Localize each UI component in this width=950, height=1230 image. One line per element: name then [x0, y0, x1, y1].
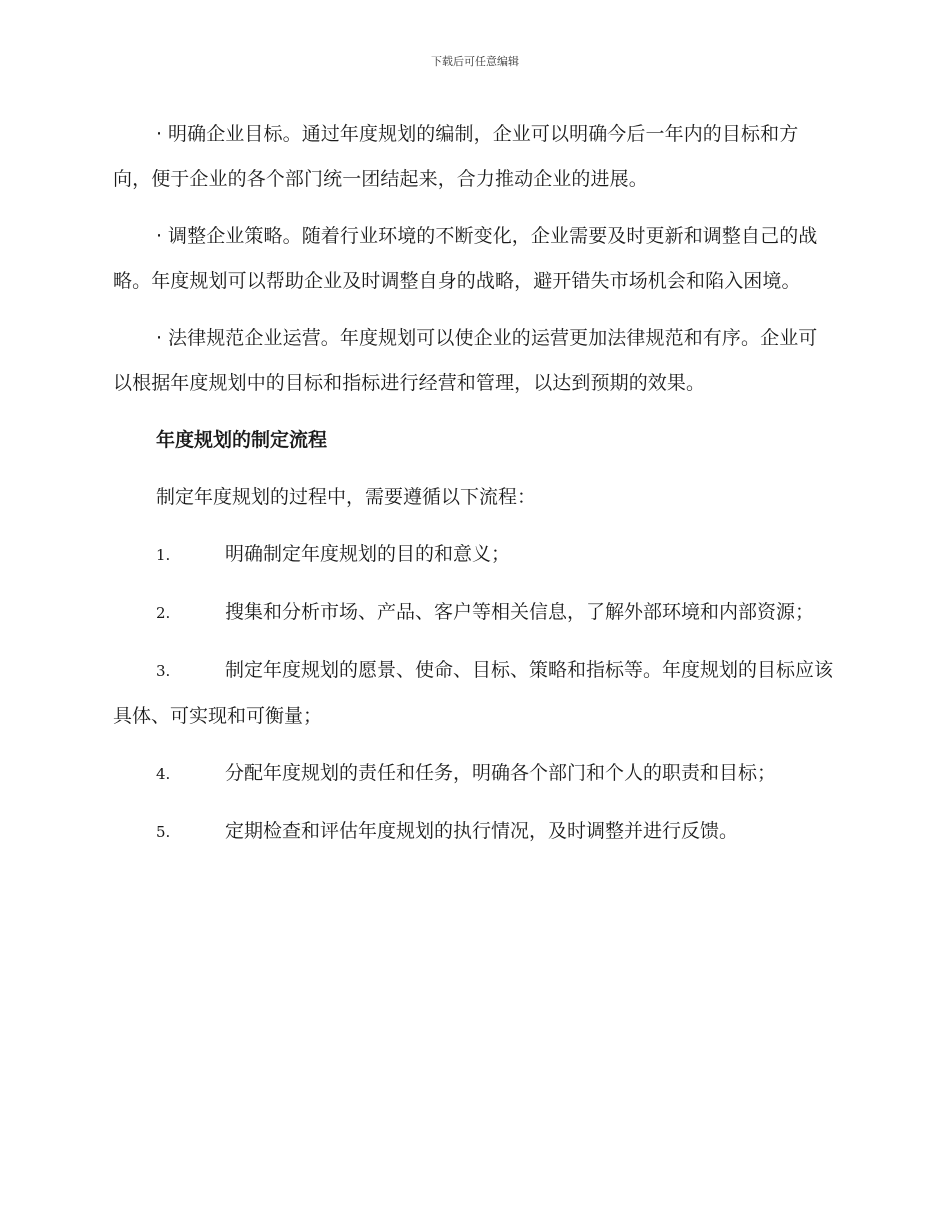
step-item — [113, 648, 835, 739]
step-text: 定期检查和评估年度规划的执行情况，及时调整并进行反馈。 — [225, 820, 739, 842]
section-heading: 年度规划的制定流程 — [156, 429, 328, 451]
bullet-paragraph — [113, 316, 835, 406]
bullet-text: 法律规范企业运营。年度规划可以使企业的运营更加法律规范和有序。企业可以根据年度规划中的目标和指标进行经营和管理，以达到预期的效果。 — [113, 327, 818, 394]
step-number: 5. — [156, 823, 171, 841]
bullet-marker: · — [156, 225, 163, 247]
step-item — [113, 590, 835, 636]
step-item — [113, 532, 835, 578]
bullet-marker: · — [156, 123, 163, 145]
step-text: 分配年度规划的责任和任务，明确各个部门和个人的职责和目标； — [225, 762, 777, 784]
step-text: 搜集和分析市场、产品、客户等相关信息，了解外部环境和内部资源； — [225, 601, 815, 623]
step-text: 明确制定年度规划的目的和意义； — [225, 543, 511, 565]
step-number: 3. — [156, 662, 171, 680]
step-number: 4. — [156, 765, 171, 783]
section-intro: 制定年度规划的过程中，需要遵循以下流程： — [156, 486, 537, 508]
bullet-text: 明确企业目标。通过年度规划的编制，企业可以明确今后一年内的目标和方向，便于企业的各个部门统一团结起来，合力推动企业的进展。 — [113, 123, 799, 190]
bullet-marker: · — [156, 327, 163, 349]
page-header: 下载后可任意编辑 — [431, 55, 519, 68]
step-item — [113, 809, 835, 855]
bullet-paragraph — [113, 112, 835, 202]
step-item — [113, 751, 835, 797]
bullet-paragraph — [113, 214, 835, 304]
step-number: 1. — [156, 546, 171, 564]
step-number: 2. — [156, 604, 171, 622]
document-body — [113, 112, 835, 867]
bullet-text: 调整企业策略。随着行业环境的不断变化，企业需要及时更新和调整自己的战略。年度规划可以帮助企业及时调整自身的战略，避开错失市场机会和陷入困境。 — [113, 225, 818, 292]
step-text: 制定年度规划的愿景、使命、目标、策略和指标等。年度规划的目标应该具体、可实现和可衡量； — [113, 659, 834, 727]
